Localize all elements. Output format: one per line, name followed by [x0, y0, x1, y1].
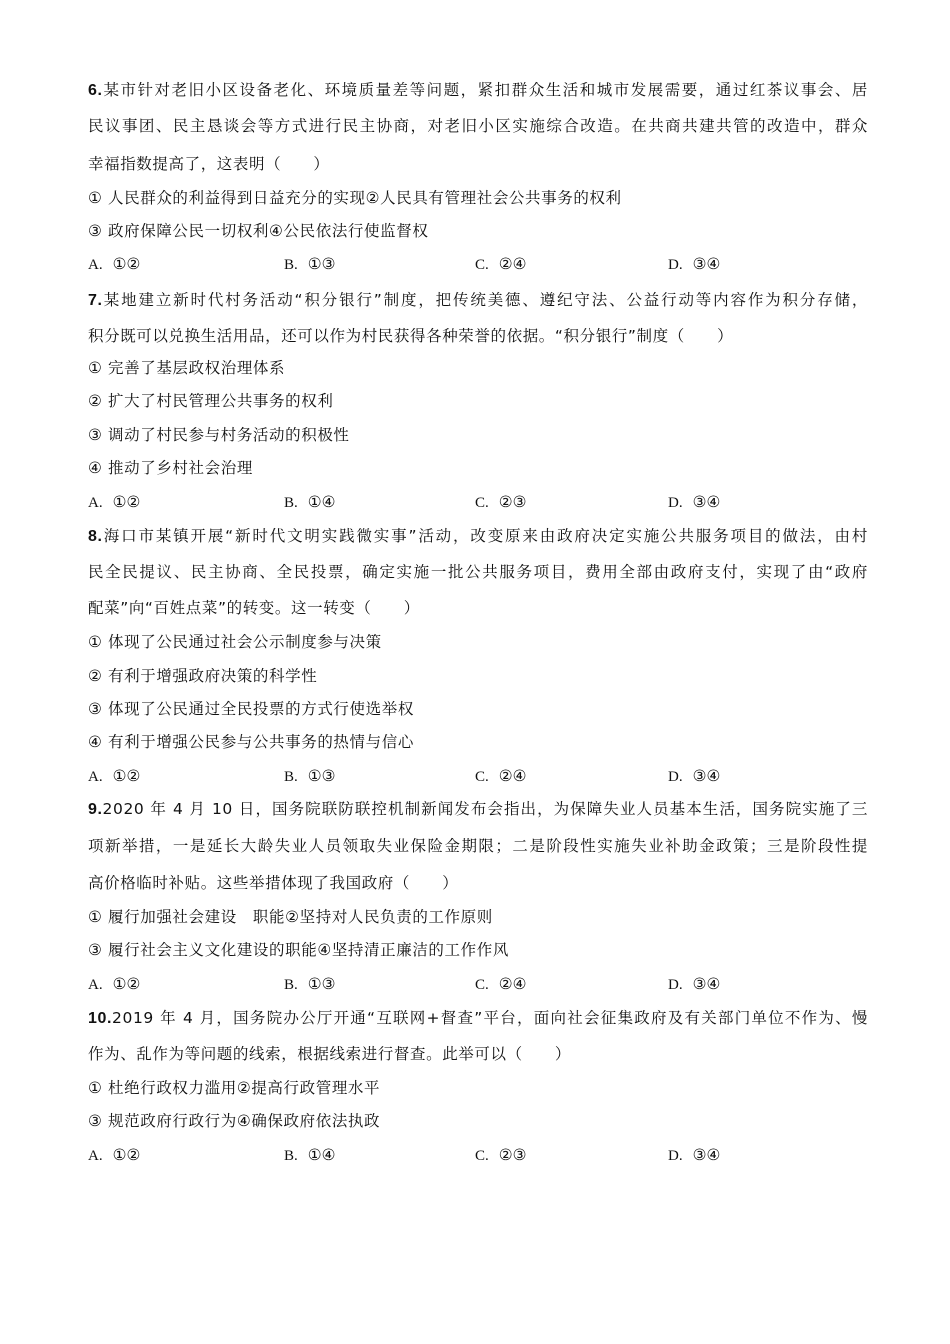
option-text: ②④ — [498, 255, 527, 273]
question-stem-text: 某地建立新时代村务活动“积分银行”制度，把传统美德、遵纪守法、公益行动等内容作为积分存储， — [102, 291, 868, 309]
question-stem-line — [88, 598, 868, 618]
answer-option-c[interactable] — [475, 766, 527, 787]
answer-option-b[interactable] — [284, 254, 336, 275]
option-text: ②③ — [498, 493, 527, 511]
option-text: ③④ — [692, 1146, 721, 1164]
option-letter: C. — [475, 769, 489, 785]
question-stem-line — [88, 836, 868, 856]
option-letter: A. — [88, 769, 103, 785]
answer-option-d[interactable] — [668, 1145, 720, 1166]
option-letter: D. — [668, 257, 683, 273]
question-stem-line — [88, 562, 868, 582]
option-letter: D. — [668, 1148, 683, 1164]
statement-line: ① 杜绝行政权力滥用②提高行政管理水平 — [88, 1079, 381, 1097]
option-text: ③④ — [692, 767, 721, 785]
answer-option-d[interactable] — [668, 492, 720, 513]
answer-options — [88, 254, 868, 274]
option-text: ②③ — [498, 1146, 527, 1164]
option-text: ①② — [112, 767, 141, 785]
answer-option-b[interactable] — [284, 974, 336, 995]
statement-line: ② 扩大了村民管理公共事务的权利 — [88, 392, 334, 410]
answer-option-c[interactable] — [475, 974, 527, 995]
option-text: ①② — [112, 493, 141, 511]
question-stem-text: 配菜”向“百姓点菜”的转变。这一转变（ ） — [88, 599, 420, 617]
option-letter: C. — [475, 257, 489, 273]
answer-option-b[interactable] — [284, 492, 336, 513]
answer-option-a[interactable] — [88, 766, 140, 787]
question-stem-line — [88, 1008, 868, 1029]
statement-line: ③ 履行社会主义文化建设的职能④坚持清正廉洁的工作作风 — [88, 941, 509, 959]
answer-option-b[interactable] — [284, 766, 336, 787]
statement-line: ① 体现了公民通过社会公示制度参与决策 — [88, 633, 382, 651]
statement-line: ③ 体现了公民通过全民投票的方式行使选举权 — [88, 700, 414, 718]
question-number: 7. — [88, 292, 103, 309]
answer-option-c[interactable] — [475, 254, 527, 275]
question-stem-text: 积分既可以兑换生活用品，还可以作为村民获得各种荣誉的依据。“积分银行”制度（ ） — [88, 327, 734, 345]
statement-line: ③ 规范政府行政行为④确保政府依法执政 — [88, 1112, 381, 1130]
question-stem-text: 高价格临时补贴。这些举措体现了我国政府（ ） — [88, 874, 459, 892]
option-text: ①④ — [307, 493, 336, 511]
option-letter: B. — [284, 769, 298, 785]
option-text: ①③ — [307, 255, 336, 273]
answer-option-c[interactable] — [475, 1145, 527, 1166]
answer-option-c[interactable] — [475, 492, 527, 513]
option-letter: B. — [284, 257, 298, 273]
answer-option-d[interactable] — [668, 766, 720, 787]
option-letter: C. — [475, 1148, 489, 1164]
option-letter: B. — [284, 495, 298, 511]
option-letter: B. — [284, 977, 298, 993]
option-text: ③④ — [692, 255, 721, 273]
question-stem-text: 2020 年 4 月 10 日，国务院联防联控机制新闻发布会指出，为保障失业人员基本生活，国务院实施了三 — [102, 800, 868, 818]
answer-option-a[interactable] — [88, 974, 140, 995]
statement-line: ① 人民群众的利益得到日益充分的实现②人民具有管理社会公共事务的权利 — [88, 189, 622, 207]
question-stem-text: 海口市某镇开展“新时代文明实践微实事”活动，改变原来由政府决定实施公共服务项目的做法，由村 — [102, 527, 868, 545]
option-letter: B. — [284, 1148, 298, 1164]
option-text: ①③ — [307, 975, 336, 993]
answer-option-d[interactable] — [668, 254, 720, 275]
answer-option-a[interactable] — [88, 492, 140, 513]
option-letter: A. — [88, 1148, 103, 1164]
question-stem-text: 民议事团、民主恳谈会等方式进行民主协商，对老旧小区实施综合改造。在共商共建共管的改造中，群众 — [88, 117, 868, 135]
answer-options — [88, 766, 868, 786]
option-text: ③④ — [692, 975, 721, 993]
option-letter: A. — [88, 257, 103, 273]
option-letter: D. — [668, 495, 683, 511]
question-stem-line — [88, 1044, 868, 1064]
option-text: ①② — [112, 255, 141, 273]
statement-line: ② 有利于增强政府决策的科学性 — [88, 667, 318, 685]
statement-line: ① 完善了基层政权治理体系 — [88, 359, 286, 377]
answer-option-d[interactable] — [668, 974, 720, 995]
answer-options — [88, 974, 868, 994]
statement-line: ③ 政府保障公民一切权利④公民依法行使监督权 — [88, 222, 429, 240]
answer-option-a[interactable] — [88, 254, 140, 275]
option-letter: C. — [475, 977, 489, 993]
answer-option-b[interactable] — [284, 1145, 336, 1166]
question-stem-text: 2019 年 4 月，国务院办公厅开通“互联网+督查”平台，面向社会征集政府及有关部门单位不作为、慢 — [112, 1009, 868, 1027]
statement-line: ③ 调动了村民参与村务活动的积极性 — [88, 426, 350, 444]
option-letter: D. — [668, 769, 683, 785]
question-number: 9. — [88, 801, 103, 818]
answer-option-a[interactable] — [88, 1145, 140, 1166]
question-stem-line — [88, 116, 868, 136]
option-text: ①② — [112, 975, 141, 993]
question-stem-line — [88, 154, 868, 174]
question-stem-line — [88, 80, 868, 101]
question-number: 6. — [88, 82, 103, 99]
answer-options — [88, 1145, 868, 1165]
statement-line: ④ 推动了乡村社会治理 — [88, 459, 253, 477]
option-text: ③④ — [692, 493, 721, 511]
option-text: ②④ — [498, 767, 527, 785]
option-letter: D. — [668, 977, 683, 993]
question-number: 8. — [88, 528, 103, 545]
question-stem-line — [88, 873, 868, 893]
option-text: ①③ — [307, 767, 336, 785]
question-number: 10. — [88, 1010, 113, 1027]
option-letter: A. — [88, 977, 103, 993]
question-stem-text: 项新举措，一是延长大龄失业人员领取失业保险金期限；二是阶段性实施失业补助金政策；三是阶段性提 — [88, 837, 868, 855]
statement-line: ① 履行加强社会建设 职能②坚持对人民负责的工作原则 — [88, 908, 493, 926]
question-stem-text: 民全民提议、民主协商、全民投票，确定实施一批公共服务项目，费用全部由政府支付，实现了由“政府 — [88, 563, 868, 581]
statement-line: ④ 有利于增强公民参与公共事务的热情与信心 — [88, 733, 414, 751]
question-stem-line — [88, 326, 868, 346]
answer-options — [88, 492, 868, 512]
option-text: ①④ — [307, 1146, 336, 1164]
option-letter: A. — [88, 495, 103, 511]
question-stem-line — [88, 526, 868, 547]
question-stem-line — [88, 290, 868, 311]
option-text: ①② — [112, 1146, 141, 1164]
option-text: ②④ — [498, 975, 527, 993]
question-stem-text: 作为、乱作为等问题的线索，根据线索进行督查。此举可以（ ） — [88, 1045, 572, 1063]
question-stem-text: 某市针对老旧小区设备老化、环境质量差等问题，紧扣群众生活和城市发展需要，通过红茶议事会、居 — [102, 81, 868, 99]
question-stem-line — [88, 799, 868, 820]
option-letter: C. — [475, 495, 489, 511]
question-stem-text: 幸福指数提高了，这表明（ ） — [88, 155, 330, 173]
